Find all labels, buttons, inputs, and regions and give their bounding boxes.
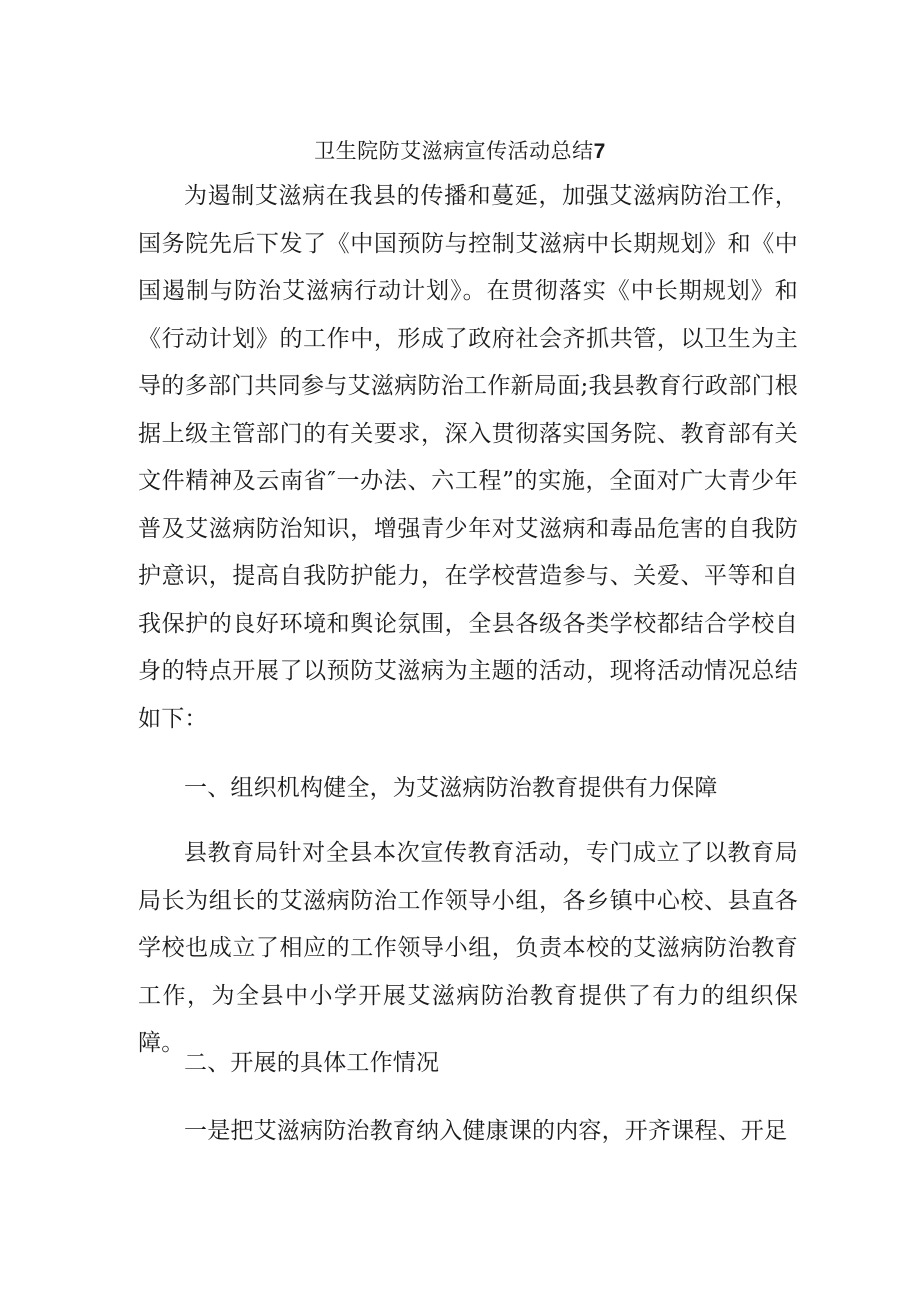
section-heading-1: 一、组织机构健全，为艾滋病防治教育提供有力保障 <box>184 775 718 801</box>
intro-paragraph: 为遏制艾滋病在我县的传播和蔓延，加强艾滋病防治工作，国务院先后下发了《中国预防与控制艾滋病中长期规划》和《中国遏制与防治艾滋病行动计划》。在贯彻落实《中长期规划》和《行动计划》的工作中，形成了政府社会齐抓共管，以卫生为主导的多部门共同参与艾滋病防治工作新局面;我县教育行政部门根据上级主管部门的有关要求，深入贯彻落实国务院、教育部有关文件精神及云南省″一办法、六工程”的实施，全面对广大青少年普及艾滋病防治知识，增强青少年对艾滋病和毒品危害的自我防护意识，提高自我防护能力，在学校营造参与、关爱、平等和自我保护的良好环境和舆论氛围，全县各级各类学校都结合学校自身的特点开展了以预防艾滋病为主题的活动，现将活动情况总结如下： <box>138 183 798 732</box>
title-text: 卫生院防艾滋病宣传活动总结 <box>314 139 594 163</box>
section-2-paragraph: 一是把艾滋病防治教育纳入健康课的内容，开齐课程、开足 <box>184 1118 788 1144</box>
document-title <box>0 136 920 167</box>
title-number: 7 <box>593 140 606 163</box>
section-heading-2: 二、开展的具体工作情况 <box>184 1050 440 1076</box>
section-1-paragraph: 县教育局针对全县本次宣传教育活动，专门成立了以教育局局长为组长的艾滋病防治工作领导小组，各乡镇中心校、县直各学校也成立了相应的工作领导小组，负责本校的艾滋病防治教育工作，为全县中小学开展艾滋病防治教育提供了有力的组织保障。 <box>138 840 798 1056</box>
